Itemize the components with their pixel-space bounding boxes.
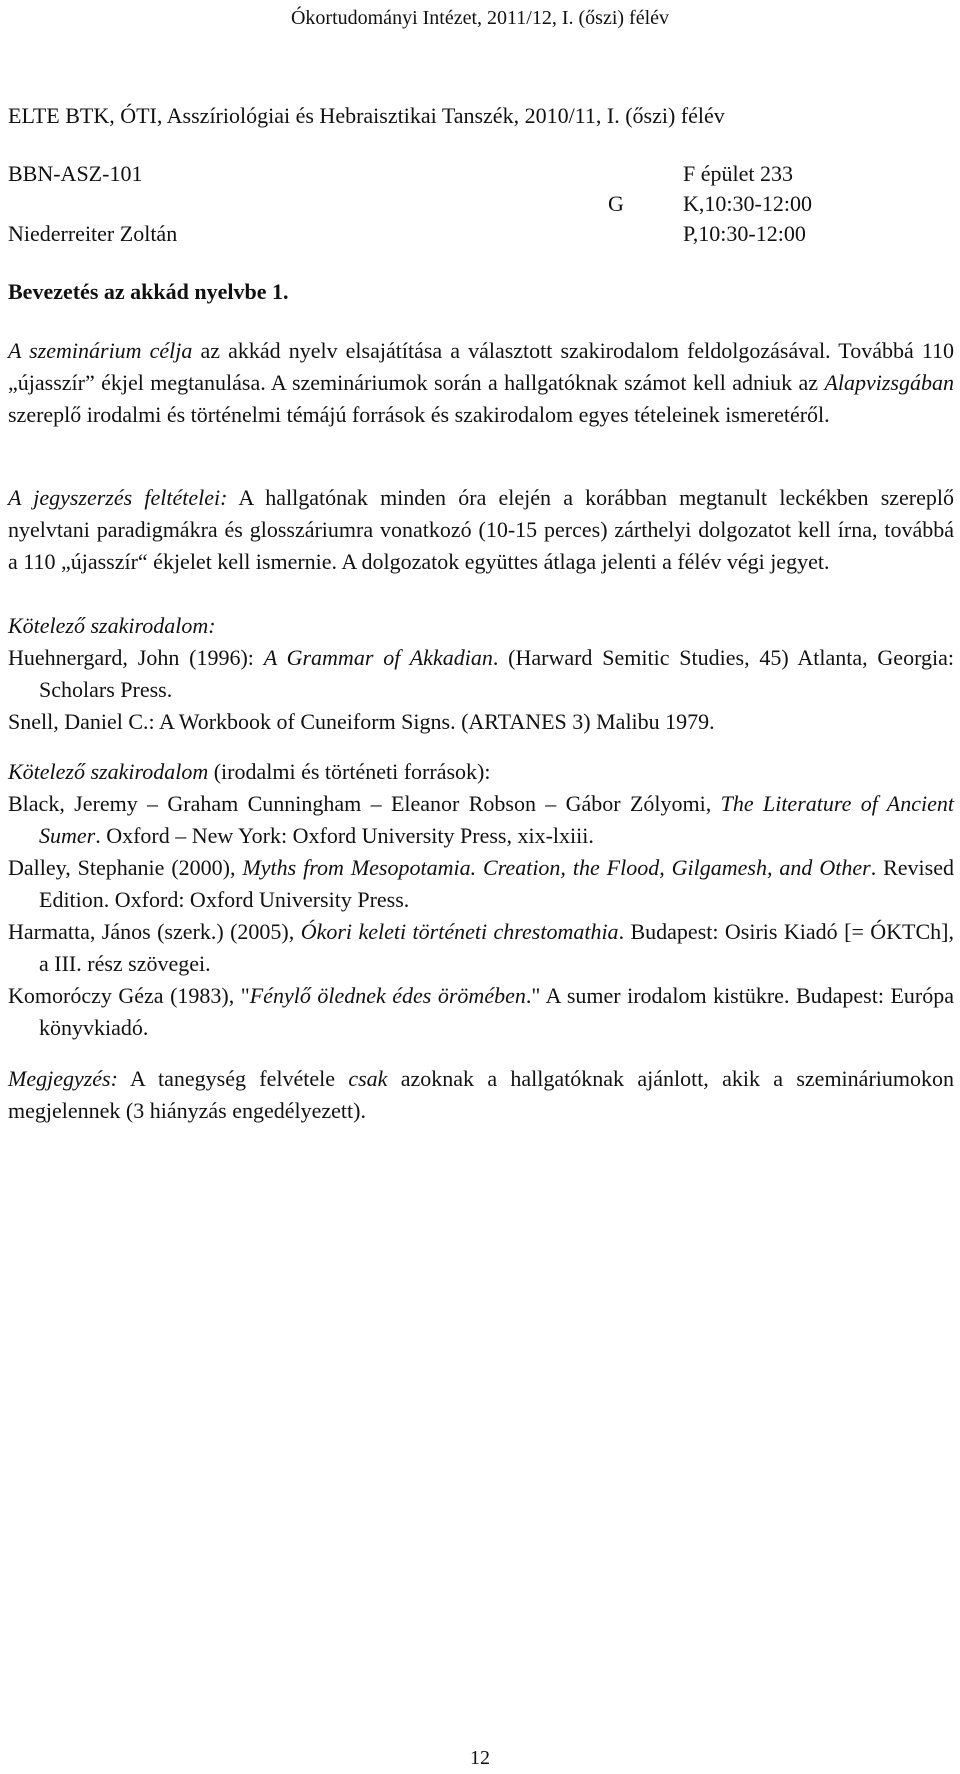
note-text-1: A tanegység felvétele bbox=[117, 1066, 349, 1091]
bib-entry: Harmatta, János (szerk.) (2005), Ókori keleti történeti chrestomathia. Budapest: Osiris Kiadó [= ÓKTCh], a III. rész szövegei. bbox=[8, 919, 954, 976]
page-header: Ókortudományi Intézet, 2011/12, I. (őszi) félév bbox=[290, 7, 670, 29]
bib-entry: Komoróczy Géza (1983), "Fénylő ölednek édes örömében." A sumer irodalom kistükre. Budapest: Európa könyvkiadó. bbox=[8, 983, 955, 1040]
sources-heading-rest: (irodalmi és történeti források): bbox=[208, 759, 491, 784]
bib-entry: Dalley, Stephanie (2000), Myths from Mesopotamia. Creation, the Flood, Gilgamesh, and Other. Revised Edition. Oxford: Oxford University Press. bbox=[8, 855, 954, 912]
aim-italic: Alapvizsgában bbox=[824, 370, 954, 395]
course-time-2: P,10:30-12:00 bbox=[683, 221, 806, 246]
bib-entry: Snell, Daniel C.: A Workbook of Cuneiform Signs. (ARTANES 3) Malibu 1979. bbox=[8, 709, 715, 734]
note-text-2: azoknak a hallgatóknak ajánlott, akik a szemináriumokon megjelennek (3 hiányzás engedélyezett). bbox=[8, 1066, 954, 1123]
bib-entry: Huehnergard, John (1996): A Grammar of Akkadian. (Harward Semitic Studies, 45) Atlanta, Georgia: Scholars Press. bbox=[8, 645, 954, 702]
course-room: F épület 233 bbox=[683, 161, 793, 186]
course-teacher: Niederreiter Zoltán bbox=[8, 221, 178, 246]
course-time-1: K,10:30-12:00 bbox=[683, 191, 812, 216]
note-italic: csak bbox=[348, 1066, 388, 1091]
institution-line: ELTE BTK, ÓTI, Asszíriológiai és Hebraisztikai Tanszék, 2010/11, I. (őszi) félév bbox=[8, 103, 725, 128]
note-paragraph bbox=[8, 1063, 954, 1127]
page-number: 12 bbox=[470, 1747, 490, 1769]
bib-entry: Black, Jeremy – Graham Cunningham – Eleanor Robson – Gábor Zólyomi, The Literature of Ancient Sumer. Oxford – New York: Oxford University Press, xix-lxiii. bbox=[8, 791, 954, 848]
aim-text-2: szereplő irodalmi és történelmi témájú források és szakirodalom egyes tételeinek ismeretéről. bbox=[8, 402, 830, 427]
course-title: Bevezetés az akkád nyelvbe 1. bbox=[8, 279, 289, 304]
aim-paragraph bbox=[8, 335, 954, 431]
requirements-text: A hallgatónak minden óra elején a korábban megtanult leckékben szereplő nyelvtani paradigmákra és glosszáriumra vonatkozó (10-15 perces) zárthelyi dolgozatot kell írna, továbbá a 110 „újasszír“ ékjelet kell ismernie. A dolgozatok együttes átlaga jelenti a félév végi jegyet. bbox=[8, 485, 954, 574]
required-literature bbox=[8, 610, 954, 738]
course-code: BBN-ASZ-101 bbox=[8, 161, 143, 186]
aim-text-1: az akkád nyelv elsajátítása a választott szakirodalom feldolgozásával. Továbbá 110 „újasszír” ékjel megtanulása. A szemináriumok során a hallgatóknak számot kell adniuk az bbox=[8, 338, 954, 395]
aim-label: A szeminárium célja bbox=[8, 338, 193, 363]
requirements-paragraph bbox=[8, 482, 954, 578]
required-lit-heading: Kötelező szakirodalom: bbox=[8, 613, 216, 638]
requirements-label: A jegyszerzés feltételei: bbox=[8, 485, 228, 510]
course-type: G bbox=[608, 191, 624, 216]
sources-heading-italic: Kötelező szakirodalom bbox=[8, 759, 209, 784]
note-label: Megjegyzés: bbox=[8, 1066, 118, 1091]
sources-literature bbox=[8, 756, 954, 1044]
